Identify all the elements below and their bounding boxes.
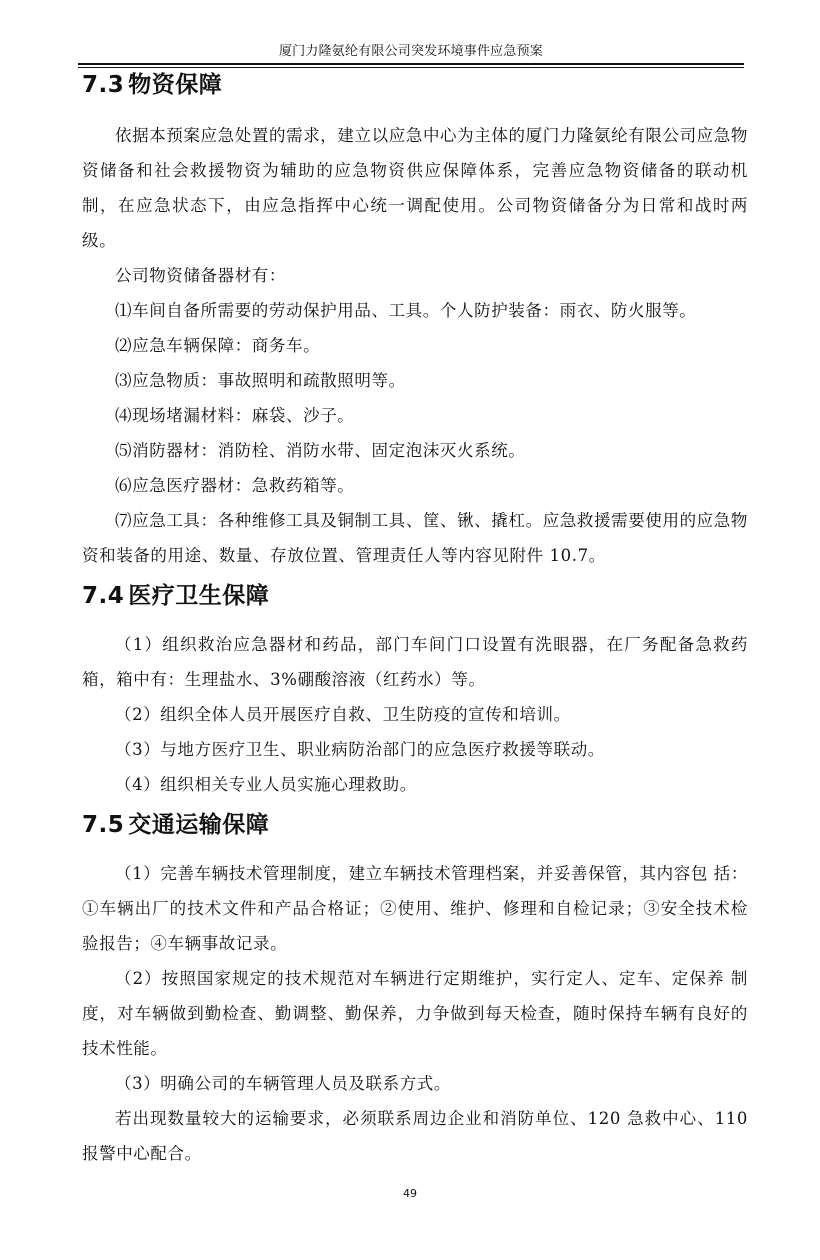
- list-item: （1）组织救治应急器材和药品，部门车间门口设置有洗眼器，在厂务配备急救药箱，箱中有：生理盐水、3%硼酸溶液（红药水）等。: [82, 635, 748, 689]
- list-item: ⑹应急医疗器材：急救药箱等。: [115, 476, 355, 495]
- section-heading: [82, 70, 748, 112]
- section-number: 7.3: [82, 72, 125, 98]
- list-item: ⑺应急工具：各种维修工具及铜制工具、筐、锹、撬杠。应急救援需要使用的应急物资和装备的用途、数量、存放位置、管理责任人等内容见附件 10.7。: [82, 511, 748, 565]
- section-7-5: [82, 810, 748, 1171]
- section-title: 交通运输保障: [128, 812, 270, 838]
- header-rule-thin: [78, 67, 744, 68]
- list-item: ⑵应急车辆保障：商务车。: [115, 336, 321, 355]
- list-item: （3）与地方医疗卫生、职业病防治部门的应急医疗救援等联动。: [115, 740, 605, 759]
- list-item: （2）组织全体人员开展医疗自救、卫生防疫的宣传和培训。: [115, 705, 571, 724]
- list-item: （4）组织相关专业人员实施心理救助。: [115, 775, 417, 794]
- page-number: 49: [403, 1187, 417, 1200]
- running-header: 厦门力隆氨纶有限公司突发环境事件应急预案: [278, 44, 543, 59]
- paragraph: 若出现数量较大的运输要求，必须联系周边企业和消防单位、120 急救中心、110 报警中心配合。: [82, 1109, 748, 1163]
- list-item: （1）完善车辆技术管理制度，建立车辆技术管理档案，并妥善保管，其内容包 括：①车辆出厂的技术文件和产品合格证；②使用、维护、修理和自检记录；③安全技术检验报告；④车辆事故记录。: [82, 864, 748, 953]
- list-item: ⑴车间自备所需要的劳动保护用品、工具。个人防护装备：雨衣、防火服等。: [115, 301, 697, 320]
- document-body: [82, 70, 748, 1171]
- section-7-4: [82, 581, 748, 802]
- header-rule-thick: [78, 63, 744, 65]
- section-title: 医疗卫生保障: [128, 583, 270, 609]
- list-item: （2）按照国家规定的技术规范对车辆进行定期维护，实行定人、定车、定保养 制度，对车辆做到勤检查、勤调整、勤保养，力争做到每天检查，随时保持车辆有良好的技术性能。: [82, 969, 748, 1058]
- section-number: 7.4: [82, 583, 125, 609]
- section-7-3: [82, 70, 748, 573]
- section-heading: [82, 581, 748, 623]
- section-heading: [82, 810, 748, 852]
- section-number: 7.5: [82, 812, 125, 838]
- section-title: 物资保障: [128, 72, 223, 98]
- paragraph: 公司物资储备器材有：: [115, 266, 286, 285]
- list-item: ⑷现场堵漏材料：麻袋、沙子。: [115, 406, 355, 425]
- paragraph: 依据本预案应急处置的需求，建立以应急中心为主体的厦门力隆氨纶有限公司应急物资储备和社会救援物资为辅助的应急物资供应保障体系，完善应急物资储备的联动机制，在应急状态下，由应急指挥中心统一调配使用。公司物资储备分为日常和战时两级。: [82, 126, 748, 250]
- list-item: ⑸消防器材：消防栓、消防水带、固定泡沫灭火系统。: [115, 441, 526, 460]
- list-item: ⑶应急物质：事故照明和疏散照明等。: [115, 371, 406, 390]
- list-item: （3）明确公司的车辆管理人员及联系方式。: [115, 1074, 451, 1093]
